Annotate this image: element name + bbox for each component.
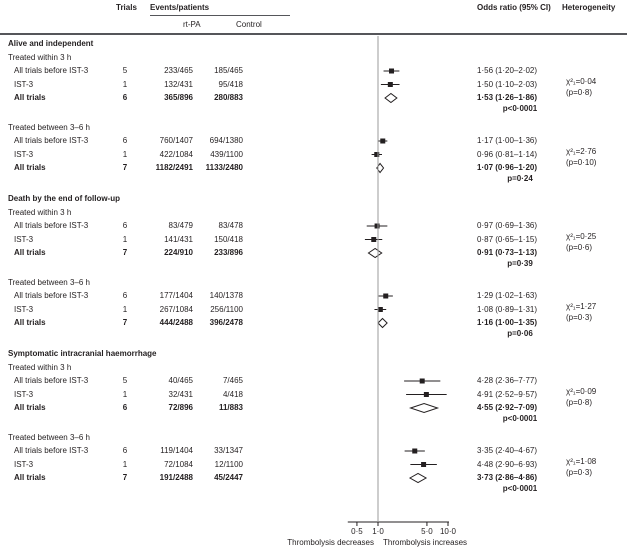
study-point-square xyxy=(374,152,379,157)
trials-count: 5 xyxy=(122,376,128,385)
rtpa-events: 191/2488 xyxy=(159,473,193,482)
summary-diamond xyxy=(378,319,387,328)
column-header-odds-ratio: Odds ratio (95% CI) xyxy=(477,3,551,12)
subgroup-title: Treated within 3 h xyxy=(8,52,72,62)
column-header-heterogeneity: Heterogeneity xyxy=(562,3,616,12)
summary-p-value: p=0·24 xyxy=(507,173,533,183)
control-events: 4/418 xyxy=(222,389,243,399)
odds-ratio-value: 0·96 (0·81–1·14) xyxy=(477,149,538,159)
heterogeneity-p-value: (p=0·8) xyxy=(566,397,593,407)
row-label: All trials before IST-3 xyxy=(14,376,89,385)
axis-left-direction-label: Thrombolysis decreases xyxy=(287,538,374,547)
row-label: IST-3 xyxy=(14,149,34,159)
rtpa-events: 72/1084 xyxy=(164,459,193,469)
odds-ratio-value: 4·55 (2·92–7·09) xyxy=(477,403,538,412)
trials-count: 5 xyxy=(122,66,128,75)
x-axis-tick-label: 10·0 xyxy=(439,526,456,536)
heterogeneity-chi-square: χ²₁=2·76 xyxy=(566,147,597,156)
odds-ratio-value: 4·48 (2·90–6·93) xyxy=(477,459,538,469)
summary-p-value: p<0·0001 xyxy=(502,413,538,423)
summary-p-value: p=0·39 xyxy=(507,258,533,268)
control-events: 12/1100 xyxy=(214,459,243,469)
x-axis-tick-label: 0·5 xyxy=(351,526,363,536)
heterogeneity-chi-square: χ²₁=1·08 xyxy=(566,457,597,466)
odds-ratio-value: 1·56 (1·20–2·02) xyxy=(477,66,538,75)
column-header-control: Control xyxy=(236,20,262,29)
control-events: 7/465 xyxy=(222,376,243,385)
row-label: All trials xyxy=(14,473,46,482)
trials-count: 7 xyxy=(122,248,128,257)
axis-right-direction-label: Thrombolysis increases xyxy=(383,538,468,547)
odds-ratio-value: 0·87 (0·65–1·15) xyxy=(477,234,538,244)
rtpa-events: 72/896 xyxy=(168,403,193,412)
rtpa-events: 233/465 xyxy=(164,66,193,75)
study-point-square xyxy=(378,307,383,312)
rtpa-events: 1182/2491 xyxy=(155,163,193,172)
odds-ratio-value: 1·29 (1·02–1·63) xyxy=(477,291,538,300)
heterogeneity-chi-square: χ²₁=0·25 xyxy=(566,232,597,241)
rtpa-events: 365/896 xyxy=(164,93,193,102)
row-label: All trials xyxy=(14,403,46,412)
rtpa-events: 760/1407 xyxy=(159,136,193,145)
study-point-square xyxy=(412,449,417,454)
row-label: All trials before IST-3 xyxy=(14,136,89,145)
heterogeneity-p-value: (p=0·8) xyxy=(566,87,593,97)
trials-count: 6 xyxy=(122,446,128,455)
subgroup-title: Treated between 3–6 h xyxy=(8,122,90,132)
control-events: 694/1380 xyxy=(209,136,243,145)
control-events: 83/478 xyxy=(218,221,243,230)
control-events: 233/896 xyxy=(214,248,243,257)
heterogeneity-p-value: (p=0·3) xyxy=(566,312,593,322)
section-title: Death by the end of follow-up xyxy=(8,194,120,203)
control-events: 150/418 xyxy=(214,234,243,244)
control-events: 33/1347 xyxy=(214,446,243,455)
subgroup-title: Treated within 3 h xyxy=(8,362,72,372)
summary-diamond xyxy=(410,474,426,483)
heterogeneity-p-value: (p=0·3) xyxy=(566,467,593,477)
rtpa-events: 267/1084 xyxy=(159,304,193,314)
row-label: IST-3 xyxy=(14,304,34,314)
study-point-square xyxy=(421,462,426,467)
trials-count: 6 xyxy=(122,403,128,412)
heterogeneity-chi-square: χ²₁=0·04 xyxy=(566,77,597,86)
trials-count: 1 xyxy=(122,389,128,399)
row-label: All trials before IST-3 xyxy=(14,291,89,300)
study-point-square xyxy=(371,237,376,242)
section-title: Symptomatic intracranial haemorrhage xyxy=(8,349,157,358)
trials-count: 6 xyxy=(122,136,128,145)
control-events: 396/2478 xyxy=(209,318,243,327)
trials-count: 1 xyxy=(122,79,128,89)
rtpa-events: 40/465 xyxy=(168,376,193,385)
heterogeneity-p-value: (p=0·10) xyxy=(566,157,597,167)
rtpa-events: 119/1404 xyxy=(160,446,193,455)
summary-diamond xyxy=(368,249,381,258)
row-label: All trials xyxy=(14,163,46,172)
summary-diamond xyxy=(411,404,438,413)
row-label: All trials before IST-3 xyxy=(14,221,89,230)
odds-ratio-value: 3·35 (2·40–4·67) xyxy=(477,446,538,455)
study-point-square xyxy=(375,224,380,229)
control-events: 1133/2480 xyxy=(205,163,243,172)
control-events: 439/1100 xyxy=(210,149,243,159)
trials-count: 6 xyxy=(122,291,128,300)
row-label: All trials xyxy=(14,248,46,257)
rtpa-events: 422/1084 xyxy=(159,149,193,159)
trials-count: 6 xyxy=(122,221,128,230)
trials-count: 6 xyxy=(122,93,128,102)
subgroup-title: Treated between 3–6 h xyxy=(8,432,90,442)
control-events: 256/1100 xyxy=(210,304,243,314)
subgroup-title: Treated within 3 h xyxy=(8,207,72,217)
odds-ratio-value: 1·50 (1·10–2·03) xyxy=(477,79,538,89)
control-events: 185/465 xyxy=(214,66,243,75)
trials-count: 7 xyxy=(122,473,128,482)
summary-diamond xyxy=(385,94,397,103)
odds-ratio-value: 1·08 (0·89–1·31) xyxy=(477,304,538,314)
odds-ratio-value: 3·73 (2·86–4·86) xyxy=(477,473,538,482)
summary-p-value: p<0·0001 xyxy=(502,103,538,113)
odds-ratio-value: 1·53 (1·26–1·86) xyxy=(477,93,538,102)
row-label: IST-3 xyxy=(14,234,34,244)
control-events: 95/418 xyxy=(218,79,243,89)
study-point-square xyxy=(388,82,393,87)
row-label: All trials before IST-3 xyxy=(14,66,89,75)
heterogeneity-chi-square: χ²₁=1·27 xyxy=(566,302,597,311)
x-axis-tick-label: 5·0 xyxy=(421,526,433,536)
rtpa-events: 32/431 xyxy=(168,389,193,399)
row-label: All trials before IST-3 xyxy=(14,446,89,455)
column-header-trials: Trials xyxy=(116,3,137,12)
odds-ratio-value: 0·97 (0·69–1·36) xyxy=(477,221,538,230)
rtpa-events: 83/479 xyxy=(168,221,193,230)
heterogeneity-p-value: (p=0·6) xyxy=(566,242,593,252)
study-point-square xyxy=(380,139,385,144)
x-axis-tick-label: 1·0 xyxy=(372,526,384,536)
control-events: 45/2447 xyxy=(214,473,243,482)
rtpa-events: 444/2488 xyxy=(159,318,193,327)
rtpa-events: 132/431 xyxy=(164,79,193,89)
row-label: IST-3 xyxy=(14,459,34,469)
study-point-square xyxy=(383,294,388,299)
odds-ratio-value: 1·17 (1·00–1·36) xyxy=(477,136,538,145)
section-title: Alive and independent xyxy=(8,39,94,48)
rtpa-events: 224/910 xyxy=(164,248,193,257)
trials-count: 1 xyxy=(122,459,128,469)
summary-p-value: p<0·0001 xyxy=(502,483,538,493)
rtpa-events: 177/1404 xyxy=(159,291,193,300)
trials-count: 7 xyxy=(122,163,128,172)
odds-ratio-value: 4·91 (2·52–9·57) xyxy=(477,389,538,399)
trials-count: 1 xyxy=(122,149,128,159)
trials-count: 7 xyxy=(122,318,128,327)
row-label: IST-3 xyxy=(14,79,34,89)
row-label: All trials xyxy=(14,93,46,102)
study-point-square xyxy=(424,392,429,397)
control-events: 11/883 xyxy=(218,403,243,412)
row-label: All trials xyxy=(14,318,46,327)
rtpa-events: 141/431 xyxy=(164,234,193,244)
odds-ratio-value: 4·28 (2·36–7·77) xyxy=(477,376,538,385)
study-point-square xyxy=(389,69,394,74)
odds-ratio-value: 1·07 (0·96–1·20) xyxy=(477,163,538,172)
study-point-square xyxy=(420,379,425,384)
row-label: IST-3 xyxy=(14,389,34,399)
summary-p-value: p=0·06 xyxy=(507,328,533,338)
subgroup-title: Treated between 3–6 h xyxy=(8,277,90,287)
control-events: 140/1378 xyxy=(209,291,243,300)
trials-count: 1 xyxy=(122,234,128,244)
column-header-rtpa: rt-PA xyxy=(183,20,201,29)
odds-ratio-value: 0·91 (0·73–1·13) xyxy=(477,248,538,257)
odds-ratio-value: 1·16 (1·00–1·35) xyxy=(477,318,538,327)
column-header-events-patients: Events/patients xyxy=(150,3,210,12)
trials-count: 1 xyxy=(122,304,128,314)
control-events: 280/883 xyxy=(214,93,243,102)
heterogeneity-chi-square: χ²₁=0·09 xyxy=(566,387,597,396)
